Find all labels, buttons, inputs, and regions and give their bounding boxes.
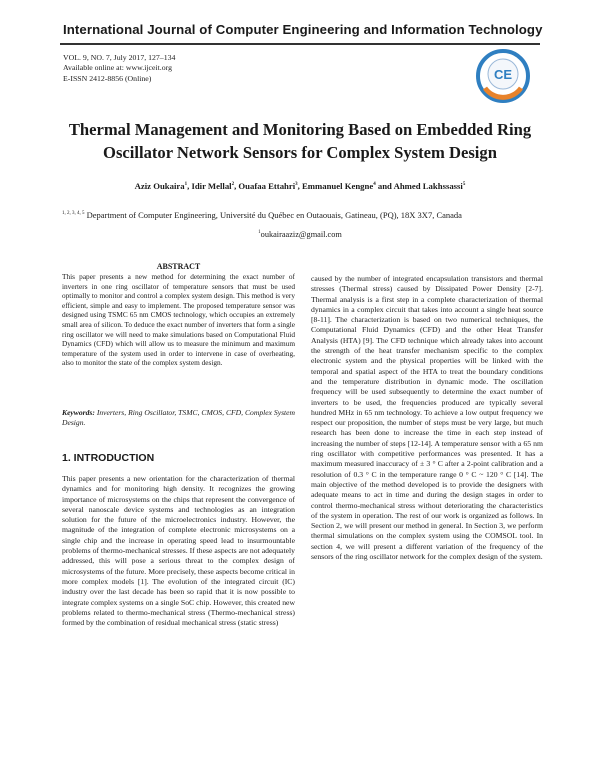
logo-text: CE [493,67,513,82]
journal-logo [475,48,531,104]
author-sup: 5 [462,182,466,188]
author-sup: 2 [231,182,235,188]
author-sup: 4 [373,182,376,188]
keywords-label: Keywords: [62,408,95,417]
header-rule [60,43,540,45]
keywords-text: Inverters, Ring Oscillator, TSMC, CMOS, CFD, Complex System Design. [62,408,295,427]
author-list: Aziz Oukaira$^1$, Idir Mellal$^2$, Ouafaa Ettahri$^3$, Emmanuel Kengne$^4$ and Ahmed Lakhssassi$^5$ [134,181,466,191]
title-line-1: Thermal Management and Monitoring Based on Embedded Ring [68,120,532,139]
abstract-heading: ABSTRACT [156,262,201,271]
author-name: Ahmed Lakhssassi [393,181,463,191]
introduction-heading: 1. INTRODUCTION [62,452,155,464]
email-sup: 1 [258,230,261,236]
journal-title: International Journal of Computer Engineering and Information Technology [63,22,543,37]
author-name: Aziz Oukaira [134,181,185,191]
author-name: Ouafaa Ettahri [238,181,296,191]
keywords [62,408,295,427]
author-sup: 3 [295,182,298,188]
author-name: Idir Mellal [191,181,232,191]
introduction-left-column: This paper presents a new orientation for the characterization of thermal dynamics and for monitoring high density. It recognizes the growing importance of microsystems on the chips that represent the convergence of several nanoscale device systems and technologies as an integration solution for the future of the microelectronics industry. However, the magnitude of the integration of complete electronic microsystems on a single chip and the increase in operating speed lead to insurmountable problems of thermo-mechanical stresses. If these aspects are not adequately addressed, this will pose a serious threat to the complex design of microsystems of the future. More precisely, these aspects become critical in more complex models [1]. The evolution of the integrated circuit (IC) industry over the last decade has been so rapid that it is now possible to integrate complex systems on a single SoC chip. However, this created new problems related to thermo-mechanical stress (Thermo-mechanical stress) formed by the combination of residual mechanical stress (static stress) [62,474,295,628]
introduction-right-column: caused by the number of integrated encapsulation transistors and thermal stresses (Thermal stress) caused by Dissipated Power Density [2-7]. Thermal analysis is a first step in a complete characterization of thermal dynamics in a complex circuit that takes into account a single heat source [8-11]. The characterization is based on two numerical techniques, the Computational Fluid Dynamics (CFD) and the other Heat Transfer Analysis (HTA) [9]. The CFD technique which already takes into account the strength of the heat transfer mechanism specific to the complex electronic system and the physical properties will be linked with the temporal and spatial aspect of the HTA to treat the boundary conditions and the temperature distribution in dynamic mode. The oscillation frequency will be used subsequently to determine the exact number of inverters to be used, the frequencies produced are typically several hundred MHz in 65 nm technology. To achieve a low output frequency we respect our proposition, the number of steps must be very large, but much research has been done to increase the time in each step instead of increasing the number of steps [12-14]. A temperature sensor with a 65 nm ring oscillator with competitive performances was presented. It has a maximum measured inaccuracy of ± 3 ° C after a 2-point calibration and a resolution of 0.3 ° C in the temperature range 0 ° C ~ 120 ° C [14]. The main objective of the method developed is to provide the designers with adequate means to act in time and during the design stages in order to control thermo-mechanical stress without deteriorating the characteristics of the system in operation. The rest of our work is organized as follows. In Section 2, we will present our method in general. In Section 3, we perform thermal simulations on the complex system using the COMSOL tool. In section 4, we will present a different variation of the frequency of the sensors of the ring oscillator network for the complex design of the system. [311,274,543,562]
affiliation [62,210,562,220]
author-email [40,230,560,239]
email-text: oukairaaziz@gmail.com [260,230,342,239]
affiliation-sup: 1, 2, 3, 4, 5 [62,211,85,217]
affiliation-text: Department of Computer Engineering, Université du Québec en Outaouais, Gatineau, (PQ), 18X 3X7, Canada [84,210,462,220]
issn-line: E-ISSN 2412-8856 (Online) [63,73,152,83]
author-sup: 1 [184,182,188,188]
journal-meta [63,53,175,84]
availability-line: Available online at: www.ijceit.org [63,63,172,73]
paper-title [40,118,560,164]
abstract-body: This paper presents a new method for determining the exact number of inverters in one ring oscillator of temperature sensors that must be used optimally to monitor and control a complex system design. This method is very efficient, simple and easy to implement. The proposed temperature sensor was designed using TSMC 65 nm CMOS technology, which occupies an extremely small area of silicon. To deduce the exact number of inverters that form a single ring oscillator we will need to make simulations based on Computational Fluid Dynamics (CFD) which will allow us to measure the minimum and maximum temperature of the system used in order to intervene in case of overheating, also to monitor the state of the complex system design. [62,272,295,368]
author-name: Emmanuel Kengne [301,181,374,191]
volume-line: VOL. 9, NO. 7, July 2017, 127–134 [63,53,176,62]
title-line-2: Oscillator Network Sensors for Complex System Design [103,143,497,162]
